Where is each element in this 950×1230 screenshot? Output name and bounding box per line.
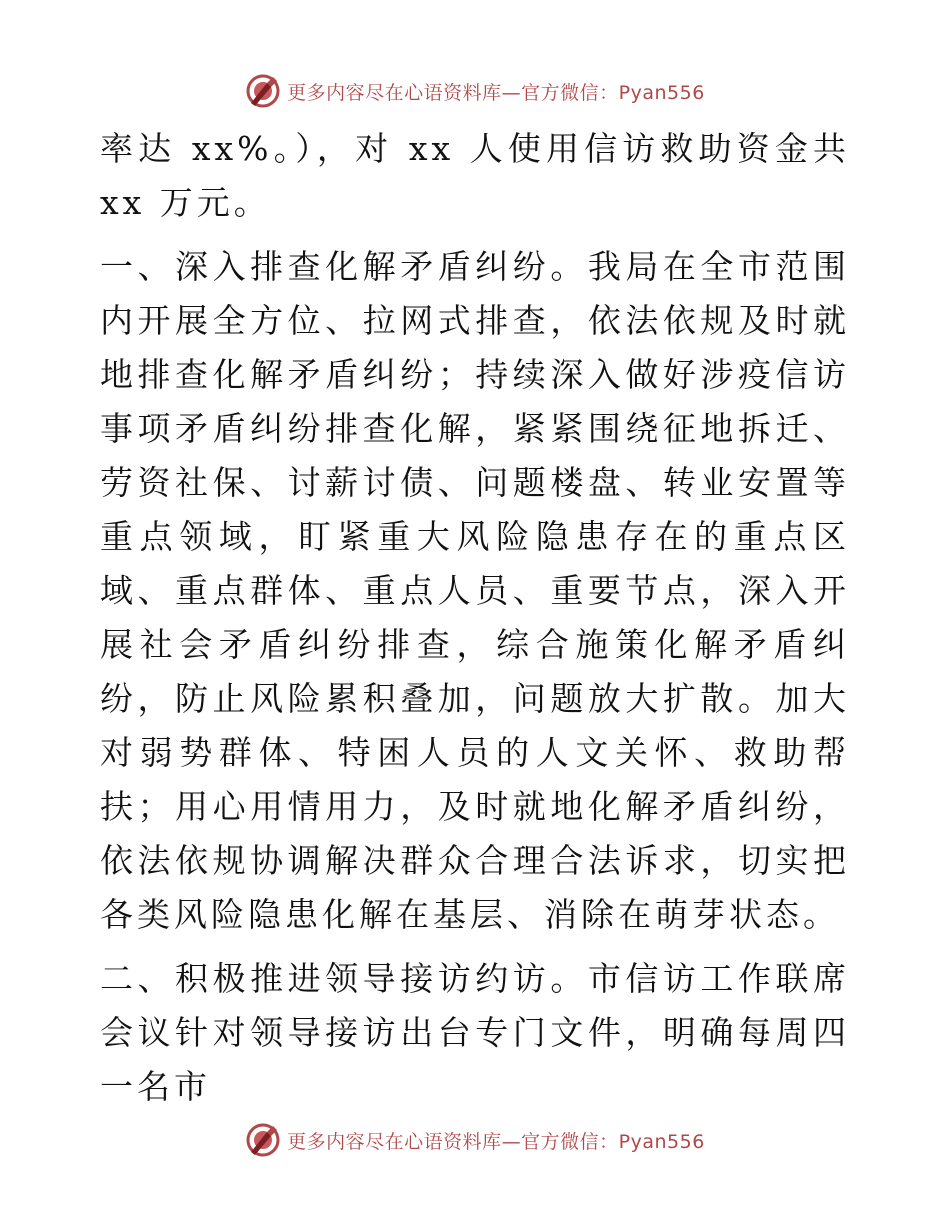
paragraph: 二、积极推进领导接访约访。市信访工作联席会议针对领导接访出台专门文件，明确每周四一名市	[100, 959, 850, 1106]
paragraph: 一、深入排查化解矛盾纠纷。我局在全市范围内开展全方位、拉网式排查，依法依规及时就地排查化解矛盾纠纷；持续深入做好涉疫信访事项矛盾纠纷排查化解，紧紧围绕征地拆迁、劳资社保、讨薪讨债、问题楼盘、转业安置等重点领域，盯紧重大风险隐患存在的重点区域、重点群体、重点人员、重要节点，深入开展社会矛盾纠纷排查，综合施策化解矛盾纠纷，防止风险累积叠加，问题放大扩散。加大对弱势群体、特困人员的人文关怀、救助帮扶；用心用情用力，及时就地化解矛盾纠纷，依法依规协调解决群众合理合法诉求，切实把各类风险隐患化解在基层、消除在萌芽状态。	[100, 247, 850, 934]
pen-seal-icon	[245, 73, 281, 109]
pen-seal-icon	[245, 1122, 281, 1158]
document-body	[100, 122, 850, 1114]
watermark-text: 更多内容尽在心语资料库—官方微信：Pyan556	[287, 1130, 705, 1153]
watermark-footer	[0, 1120, 950, 1160]
watermark-text: 更多内容尽在心语资料库—官方微信：Pyan556	[287, 81, 705, 104]
watermark-header	[0, 71, 950, 111]
paragraph: 率达 xx%。），对 xx 人使用信访救助资金共 xx 万元。	[100, 129, 850, 222]
